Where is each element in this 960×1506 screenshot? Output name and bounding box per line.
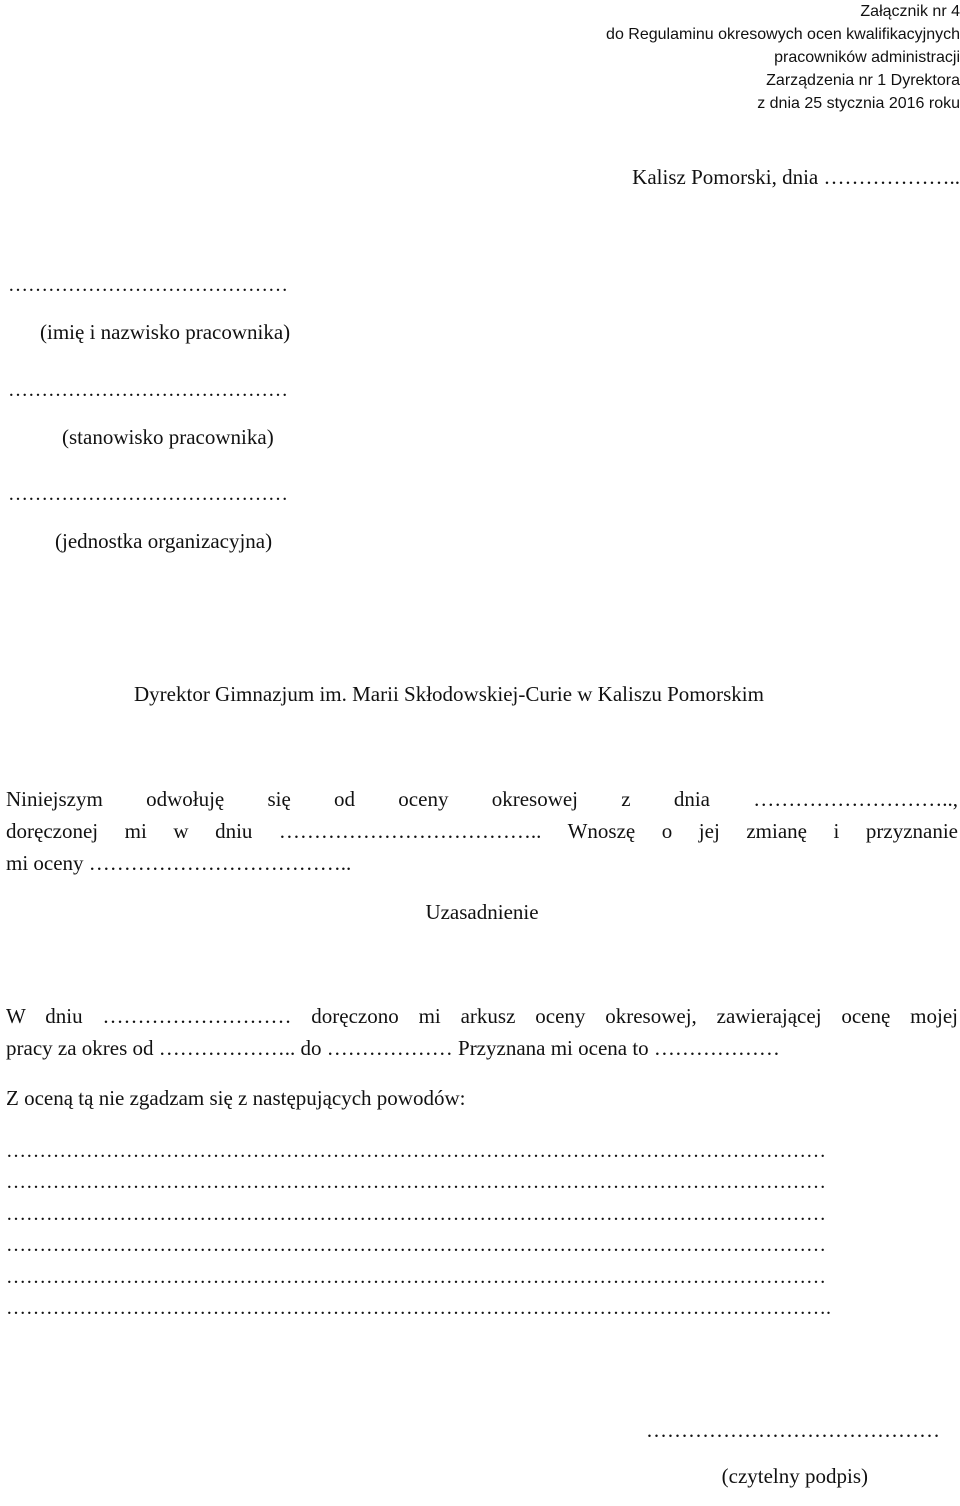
- signature-field[interactable]: ……………………………………: [646, 1418, 940, 1442]
- reason-line[interactable]: ……………………………………………………………………………………………………………: [6, 1202, 826, 1225]
- employee-position-field[interactable]: ……………………………………: [8, 379, 288, 401]
- place-date-field[interactable]: Kalisz Pomorski, dnia ………………..: [632, 165, 960, 189]
- signature-block: [620, 1400, 960, 1506]
- appeal-line-3[interactable]: mi oceny ………………………………..: [6, 851, 352, 875]
- reason-line[interactable]: …………………………………………………………………………………………………………….: [6, 1296, 831, 1319]
- order-reference: Zarządzenia nr 1 Dyrektora: [766, 72, 960, 89]
- recipient-line: Dyrektor Gimnazjum im. Marii Skłodowskiej-Curie w Kaliszu Pomorskim: [134, 682, 764, 706]
- attachment-number: Załącznik nr 4: [860, 3, 960, 20]
- reason-line[interactable]: ……………………………………………………………………………………………………………: [6, 1234, 826, 1257]
- justification-title: Uzasadnienie: [425, 900, 539, 924]
- document-header: [540, 0, 960, 115]
- disagreement-statement: Z oceną tą nie zgadzam się z następujących powodów:: [6, 1086, 466, 1110]
- order-date: z dnia 25 stycznia 2016 roku: [757, 95, 960, 112]
- organizational-unit-field[interactable]: ……………………………………: [8, 483, 288, 505]
- reason-line[interactable]: ……………………………………………………………………………………………………………: [6, 1171, 826, 1194]
- employee-name-field[interactable]: ……………………………………: [8, 274, 288, 296]
- appeal-line-1[interactable]: Niniejszym odwołuję się od oceny okresowej z dnia ………………………..,: [6, 787, 958, 811]
- details-line-2[interactable]: pracy za okres od ……………….. do ……………… Przyznana mi ocena to ………………: [6, 1036, 780, 1060]
- details-paragraph: [6, 1000, 958, 1064]
- signature-label: (czytelny podpis): [721, 1464, 868, 1488]
- reason-line[interactable]: ……………………………………………………………………………………………………………: [6, 1140, 826, 1162]
- staff-group: pracowników administracji: [774, 49, 960, 66]
- appeal-line-2[interactable]: doręczonej mi w dniu ……………………………….. Wnoszę o jej zmianę i przyznanie: [6, 819, 958, 843]
- employee-position-label: (stanowisko pracownika): [62, 425, 274, 449]
- employee-name-label: (imię i nazwisko pracownika): [40, 320, 291, 344]
- reasons-block: [6, 1136, 956, 1324]
- reason-line[interactable]: ……………………………………………………………………………………………………………: [6, 1265, 826, 1288]
- appeal-paragraph: [6, 783, 958, 879]
- regulation-reference: do Regulaminu okresowych ocen kwalifikacyjnych: [606, 26, 960, 43]
- organizational-unit-label: (jednostka organizacyjna): [55, 529, 273, 553]
- details-line-1[interactable]: W dniu ……………………… doręczono mi arkusz oceny okresowej, zawierającej ocenę mojej: [6, 1004, 958, 1028]
